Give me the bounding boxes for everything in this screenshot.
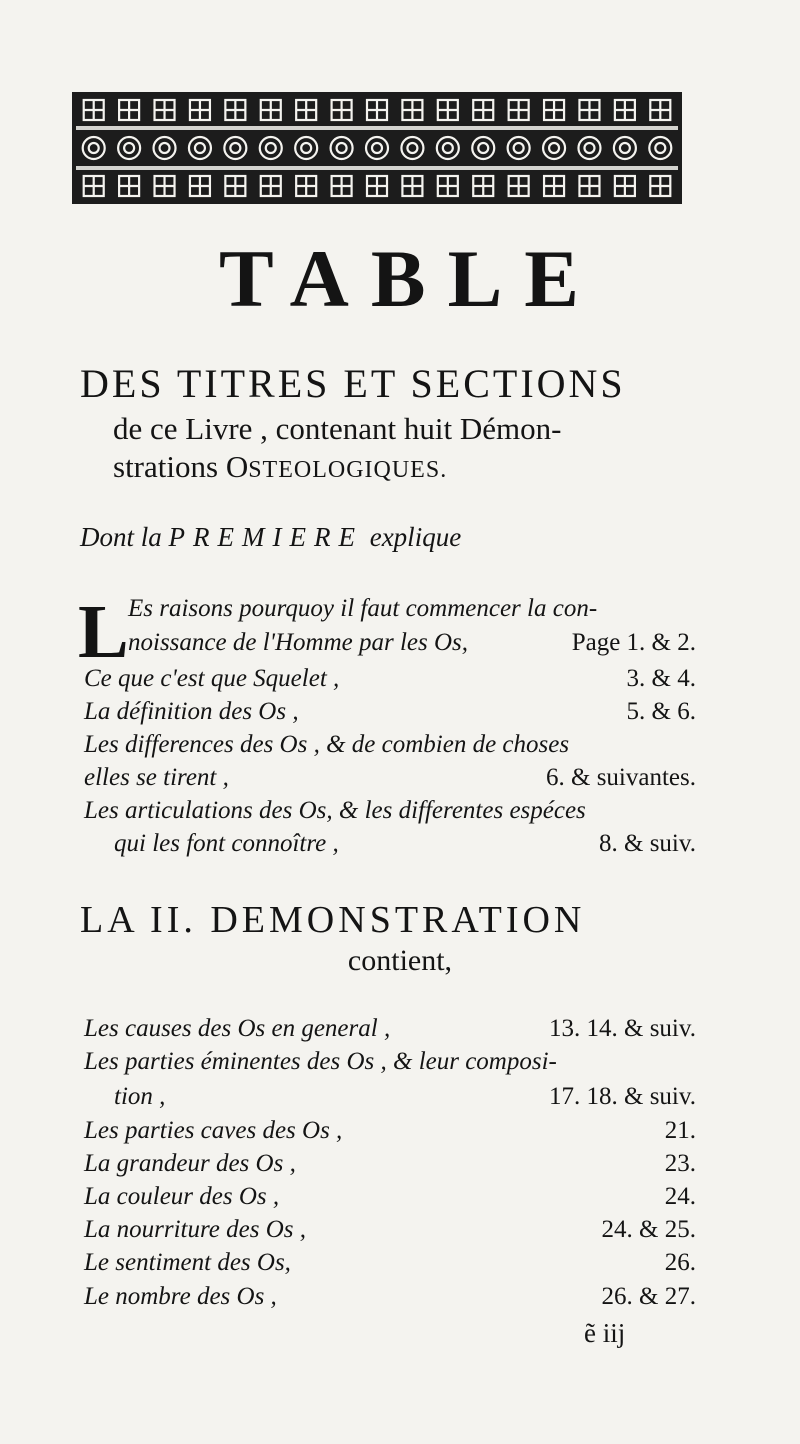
toc-entry: Les causes des Os en general , 13. 14. & suiv. (84, 1012, 696, 1045)
page-ref: 13. 14. & suiv. (549, 1015, 696, 1042)
page-ref: 3. & 4. (626, 665, 696, 692)
toc-entry: tion , 17. 18. & suiv. (114, 1080, 696, 1113)
toc-entry: qui les font connoître , 8. & suiv. (114, 827, 696, 860)
page-ref: 8. & suiv. (599, 830, 696, 857)
page-ref: Page 1. & 2. (571, 629, 696, 656)
page-ref: 26. & 27. (601, 1283, 696, 1310)
toc-entry: La couleur des Os , 24. (84, 1180, 696, 1213)
toc-entry: Le sentiment des Os, 26. (84, 1246, 696, 1279)
page-ref: 21. (664, 1117, 696, 1144)
page-ref: 24. & 25. (601, 1216, 696, 1243)
page-ref: 5. & 6. (626, 698, 696, 725)
signature-mark: ẽ iij (584, 1318, 626, 1348)
toc-entry: noissance de l'Homme par les Os, Page 1. & 2. (128, 626, 696, 659)
subtitle-line-2: de ce Livre , contenant huit Démon- (113, 411, 562, 446)
page-ref: 6. & suivantes. (546, 764, 696, 791)
toc-entry: Les articulations des Os, & les differentes espéces (84, 797, 586, 824)
decorative-headpiece-ornament (72, 92, 682, 204)
toc-entry: La grandeur des Os , 23. (84, 1147, 696, 1180)
page-ref: 26. (664, 1249, 696, 1276)
section-heading: LA II. DEMONSTRATION (80, 899, 586, 941)
toc-entry: Les parties caves des Os , 21. (84, 1114, 696, 1147)
section-subheading: contient, (347, 944, 453, 977)
toc-entry: La définition des Os , 5. & 6. (84, 695, 696, 728)
toc-entry: Le nombre des Os , 26. & 27. (84, 1280, 696, 1313)
subtitle-line-3: strations OSTEOLOGIQUES. (113, 449, 448, 484)
intro-line: Dont la PREMIERE explique (80, 522, 462, 552)
toc-entry: Ce que c'est que Squelet , 3. & 4. (84, 662, 696, 695)
toc-entry: La nourriture des Os , 24. & 25. (84, 1213, 696, 1246)
page-title: TABLE (219, 233, 601, 324)
toc-entry: elles se tirent , 6. & suivantes. (84, 761, 696, 794)
drop-capital: L (78, 590, 129, 674)
page-ref: 17. 18. & suiv. (549, 1083, 696, 1110)
page-ref: 24. (664, 1183, 696, 1210)
toc-entry: Les parties éminentes des Os , & leur composi- (84, 1048, 557, 1075)
subtitle-line-1: DES TITRES ET SECTIONS (80, 361, 626, 406)
toc-entry: Les differences des Os , & de combien de choses (84, 731, 570, 758)
page-ref: 23. (664, 1150, 696, 1177)
toc-entry: Es raisons pourquoy il faut commencer la con- (128, 595, 598, 622)
